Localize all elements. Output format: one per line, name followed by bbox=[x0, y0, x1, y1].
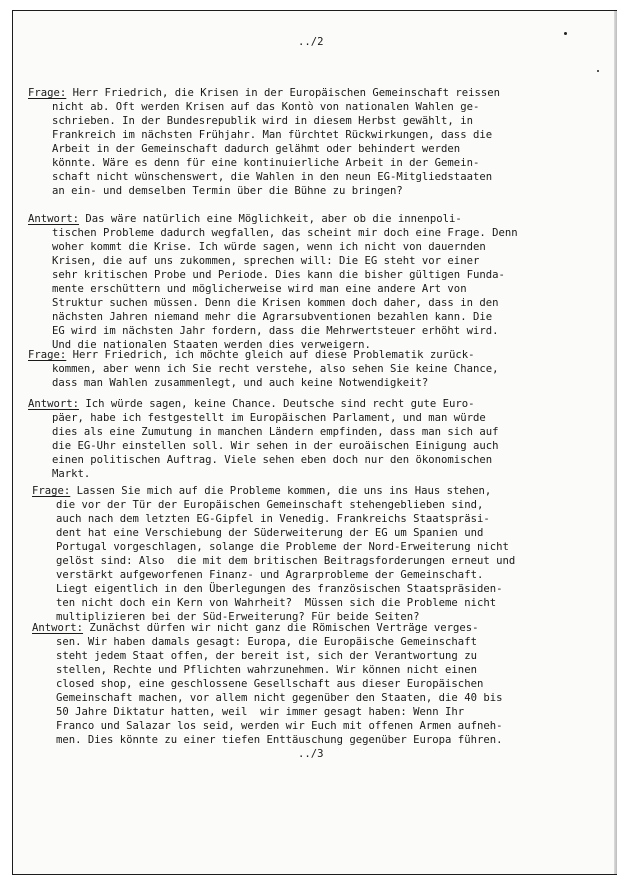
text-line: Krisen, die auf uns zukommen, sprechen will: Die EG steht vor einer bbox=[52, 255, 480, 267]
text-line: EG wird im nächsten Jahr fordern, dass die Mehrwertsteuer erhöht wird. bbox=[52, 325, 499, 337]
line-text: Herr Friedrich, ich möchte gleich auf diese Problematik zurück- bbox=[66, 349, 475, 361]
text-line: gelöst sind: Also die mit dem britischen Beitragsforderungen erneut und bbox=[56, 555, 516, 567]
line-text: Zunächst dürfen wir nicht ganz die Römischen Verträge verges- bbox=[83, 622, 479, 634]
line-text: Lassen Sie mich auf die Probleme kommen, die uns ins Haus stehen, bbox=[70, 485, 492, 497]
text-line: woher kommt die Krise. Ich würde sagen, wenn ich nicht von dauernden bbox=[52, 241, 486, 253]
text-line: dies als eine Zumutung in manchen Ländern empfinden, dass man sich auf bbox=[52, 426, 499, 438]
text-line: mente erschüttern und möglicherweise wird man eine andere Art von bbox=[52, 283, 467, 295]
text-line: Struktur suchen müssen. Denn die Krisen kommen doch daher, dass in den bbox=[52, 297, 499, 309]
line-text: Das wäre natürlich eine Möglichkeit, aber ob die innenpoli- bbox=[79, 213, 462, 225]
text-line bbox=[28, 212, 462, 226]
speaker-label: Antwort: bbox=[28, 398, 80, 410]
text-line: sehr kritischen Probe und Periode. Dies kann die bisher gültigen Funda- bbox=[52, 269, 505, 281]
text-line: tischen Probleme dadurch wegfallen, das scheint mir doch eine Frage. Denn bbox=[52, 227, 518, 239]
speaker-label: Antwort: bbox=[32, 622, 84, 634]
text-line: nicht ab. Oft werden Krisen auf das Kontò von nationalen Wahlen ge- bbox=[52, 101, 480, 113]
text-line: Liegt eigentlich in den Überlegungen des französischen Staatspräsiden- bbox=[56, 583, 503, 595]
page-marker-bottom: ../3 bbox=[298, 748, 324, 760]
text-line bbox=[32, 484, 491, 498]
text-line: an ein- und demselben Termin über die Bühne zu bringen? bbox=[52, 185, 403, 197]
text-line: dass man Wahlen zusammenlegt, und auch keine Notwendigkeit? bbox=[52, 377, 429, 389]
page-edge bbox=[614, 11, 617, 874]
text-line bbox=[28, 397, 474, 411]
text-line bbox=[32, 621, 478, 635]
scan-speck bbox=[564, 32, 567, 35]
text-line: Arbeit in der Gemeinschaft dadurch gelähmt oder behindert werden bbox=[52, 143, 461, 155]
text-line: Franco und Salazar los seid, werden wir Euch mit offenen Armen aufneh- bbox=[56, 720, 503, 732]
text-line: nächsten Jahren niemand mehr die Agrarsubventionen bezahlen kann. Die bbox=[52, 311, 493, 323]
text-line: Gemeinschaft machen, vor allem nicht gegenüber den Staaten, die 40 bis bbox=[56, 692, 503, 704]
text-line: päer, habe ich festgestellt im Europäischen Parlament, und man würde bbox=[52, 412, 486, 424]
text-line bbox=[28, 348, 474, 362]
scan-speck bbox=[597, 70, 599, 72]
text-line: auch nach dem letzten EG-Gipfel in Venedig. Frankreichs Staatspräsi- bbox=[56, 513, 490, 525]
text-line: verstärkt aufgeworfenen Finanz- und Agrarprobleme der Gemeinschaft. bbox=[56, 569, 484, 581]
text-line: könnte. Wäre es denn für eine kontinuierliche Arbeit in der Gemein- bbox=[52, 157, 480, 169]
speaker-label: Frage: bbox=[32, 485, 71, 497]
text-line: multiplizieren bei der Süd-Erweiterung? Für beide Seiten? bbox=[56, 611, 420, 623]
text-line: steht jedem Staat offen, der bereit ist, sich der Verantwortung zu bbox=[56, 650, 477, 662]
text-line: Und die nationalen Staaten werden dies verweigern. bbox=[52, 339, 371, 351]
line-text: Ich würde sagen, keine Chance. Deutsche sind recht gute Euro- bbox=[79, 398, 475, 410]
text-line: schaft nicht wünschenswert, die Wahlen in den neun EG-Mitgliedstaaten bbox=[52, 171, 493, 183]
text-line: Markt. bbox=[52, 468, 91, 480]
text-line: 50 Jahre Diktatur hatten, weil wir immer gesagt haben: Wenn Ihr bbox=[56, 706, 465, 718]
text-line: die vor der Tür der Europäischen Gemeinschaft stehengeblieben sind, bbox=[56, 499, 484, 511]
text-line: ten nicht doch ein Kern von Wahrheit? Müssen sich die Probleme nicht bbox=[56, 597, 497, 609]
speaker-label: Frage: bbox=[28, 87, 67, 99]
text-line: sen. Wir haben damals gesagt: Europa, die Europäische Gemeinschaft bbox=[56, 636, 477, 648]
text-line: schrieben. In der Bundesrepublik wird in diesem Herbst gewählt, in bbox=[52, 115, 473, 127]
text-line: kommen, aber wenn ich Sie recht verstehe, also sehen Sie keine Chance, bbox=[52, 363, 499, 375]
text-line: stellen, Rechte und Pflichten wahrzunehmen. Wir können nicht einen bbox=[56, 664, 477, 676]
text-line bbox=[28, 86, 500, 100]
speaker-label: Antwort: bbox=[28, 213, 80, 225]
speaker-label: Frage: bbox=[28, 349, 67, 361]
text-line: Frankreich im nächsten Frühjahr. Man fürchtet Rückwirkungen, dass die bbox=[52, 129, 493, 141]
text-line: closed shop, eine geschlossene Gesellschaft aus dieser Europäischen bbox=[56, 678, 484, 690]
text-line: Portugal vorgeschlagen, solange die Probleme der Nord-Erweiterung nicht bbox=[56, 541, 509, 553]
page-marker-top: ../2 bbox=[298, 36, 324, 48]
text-line: dent hat eine Verschiebung der Süderweiterung der EG um Spanien und bbox=[56, 527, 484, 539]
text-line: die EG-Uhr einstellen soll. Wir sehen in der euroäischen Einigung auch bbox=[52, 440, 499, 452]
text-line: einen politischen Auftrag. Viele sehen eben doch nur den ökonomischen bbox=[52, 454, 493, 466]
line-text: Herr Friedrich, die Krisen in der Europäischen Gemeinschaft reissen bbox=[66, 87, 500, 99]
text-line: men. Dies könnte zu einer tiefen Enttäuschung gegenüber Europa führen. bbox=[56, 734, 503, 746]
